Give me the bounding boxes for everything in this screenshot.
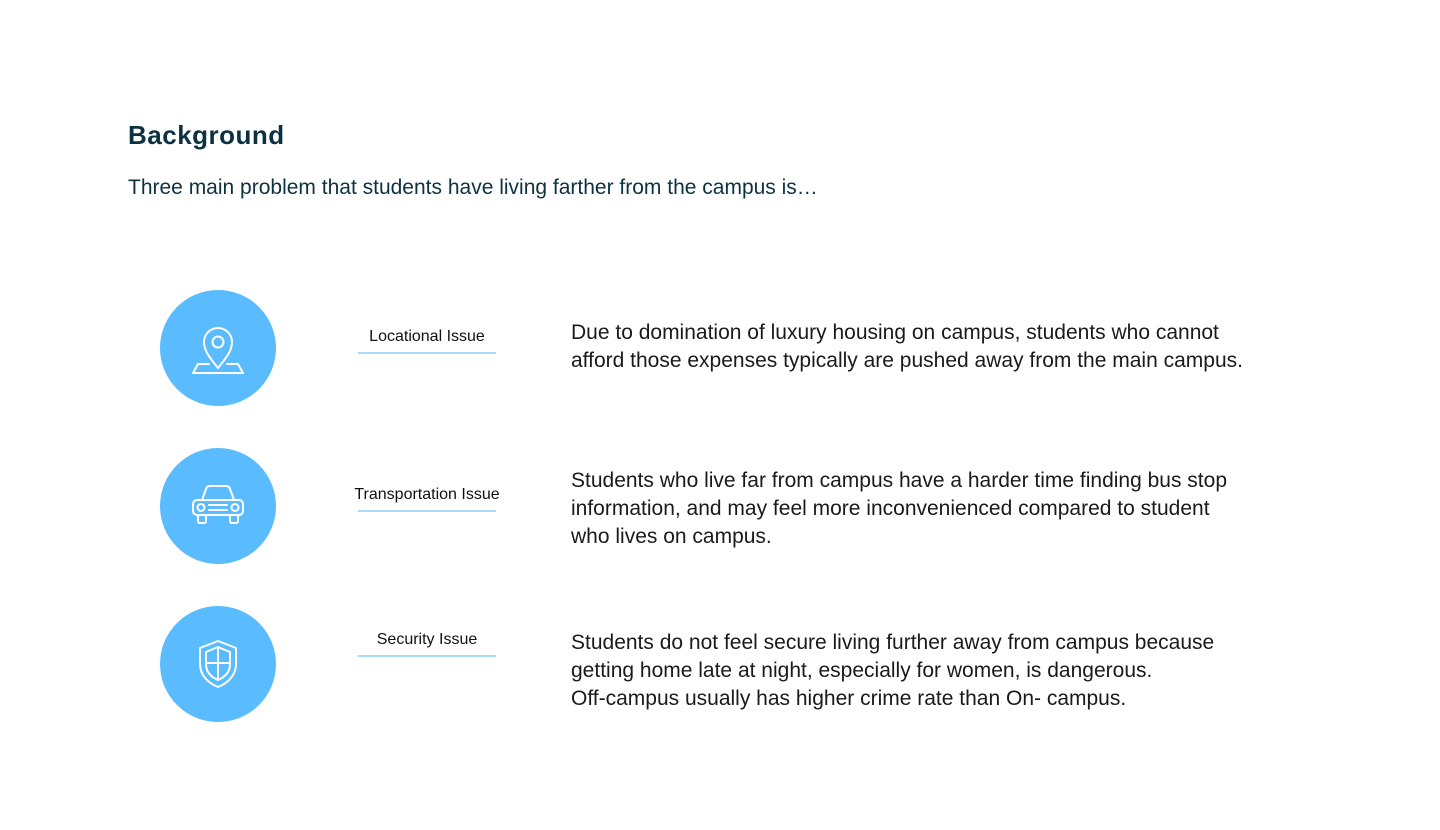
label-underline (358, 655, 496, 657)
description-line: Off-campus usually has higher crime rate than On- campus. (571, 687, 1127, 710)
issue-description (571, 629, 1291, 713)
description-line: who lives on campus. (571, 525, 772, 548)
description-line: Students do not feel secure living further away from campus because (571, 631, 1215, 654)
description-line: afford those expenses typically are pushed away from the main campus. (571, 349, 1243, 372)
issue-label-wrap (340, 328, 514, 354)
issue-label-wrap (340, 486, 514, 512)
issue-label: Transportation Issue (354, 486, 500, 503)
car-icon (190, 483, 246, 529)
description-line: Students who live far from campus have a harder time finding bus stop (571, 469, 1228, 492)
issue-icon-circle (160, 290, 276, 406)
issue-description (571, 319, 1291, 375)
issue-icon-circle (160, 448, 276, 564)
label-underline (358, 510, 496, 512)
issue-description (571, 467, 1291, 551)
description-line: getting home late at night, especially for women, is dangerous. (571, 659, 1153, 682)
description-line: information, and may feel more inconvenienced compared to student (571, 497, 1210, 520)
label-underline (358, 352, 496, 354)
issue-label-wrap (340, 631, 514, 657)
issue-label: Locational Issue (369, 328, 485, 345)
issue-label: Security Issue (376, 631, 478, 648)
issue-icon-circle (160, 606, 276, 722)
page-subtitle: Three main problem that students have living farther from the campus is… (128, 176, 818, 199)
shield-icon (196, 638, 240, 690)
page-title: Background (128, 120, 285, 150)
map-pin-icon (190, 320, 246, 376)
description-line: Due to domination of luxury housing on campus, students who cannot (571, 321, 1219, 344)
